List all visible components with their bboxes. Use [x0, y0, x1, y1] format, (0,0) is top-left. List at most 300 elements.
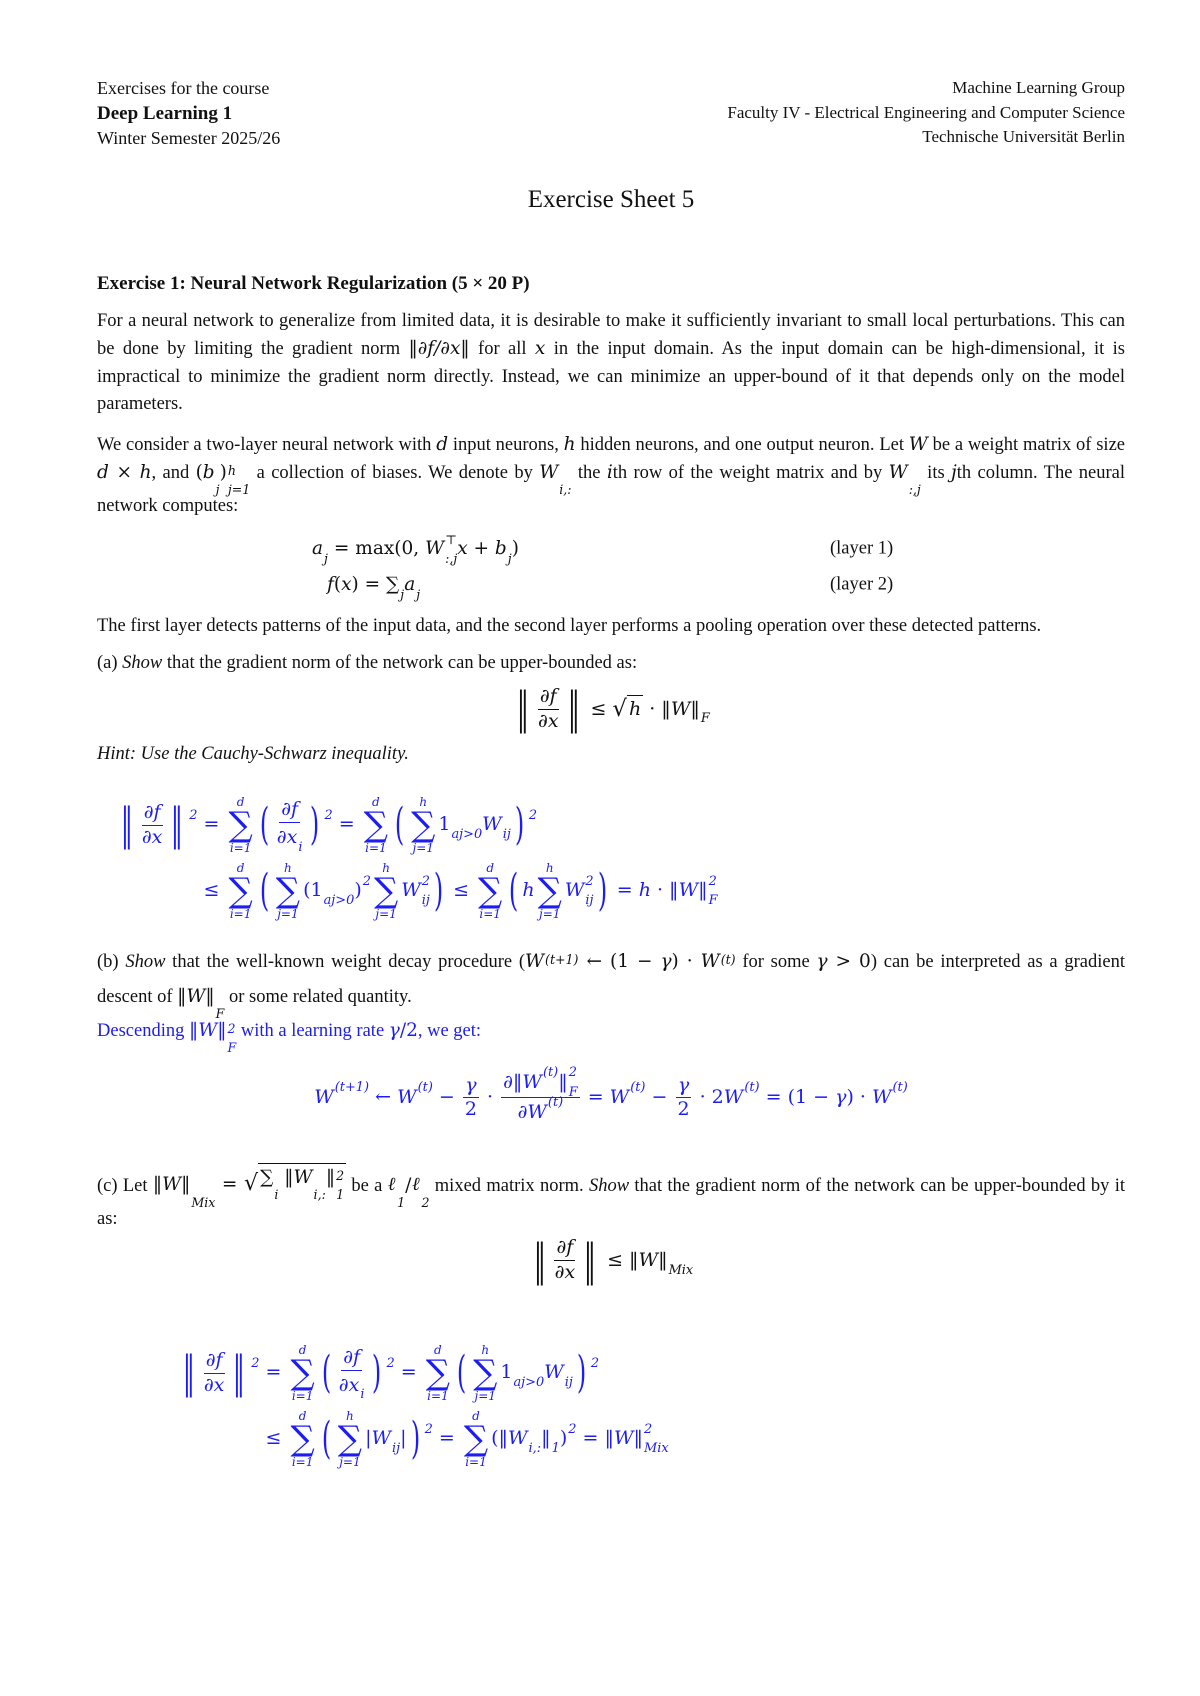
- math-symbol: ∂x: [141, 825, 163, 848]
- emphasis: Show: [588, 1175, 630, 1196]
- math-scripts: [227, 463, 251, 498]
- math-symbol: W: [525, 951, 545, 973]
- text-run: in the input domain. As the input domain can be high-dimensional, it is impractical to minimize the gradient norm directly. Instead, we can minimize an upper-bound of it that depends only on the model parameters.: [97, 339, 1125, 414]
- institution-info: [727, 76, 1125, 150]
- math-group: [551, 1237, 580, 1284]
- sum-lower-limit: j=1: [412, 841, 434, 856]
- math-operator: ←: [369, 1086, 398, 1109]
- math-symbol: W: [293, 1166, 313, 1188]
- inline-math: [525, 951, 736, 972]
- math-group: [327, 571, 421, 602]
- layer-2-tag: (layer 2): [830, 574, 894, 595]
- math-scripted: [276, 824, 303, 855]
- paragraph-text: [97, 1163, 1125, 1234]
- subscript: [392, 1442, 400, 1456]
- text-run: that the gradient norm of the network can be upper-bounded by it as:: [97, 1175, 1125, 1229]
- subscript: [400, 588, 404, 601]
- math-symbol: 2: [386, 1355, 395, 1371]
- math-operator: ∑: [260, 1166, 274, 1188]
- math-symbol: 1: [397, 1194, 406, 1210]
- math-group: [116, 799, 198, 851]
- sum-lower-limit: i=1: [427, 1389, 449, 1404]
- math-scripted: [425, 531, 458, 566]
- math-scripted: [633, 1421, 669, 1457]
- math-symbol: γ: [677, 1073, 690, 1096]
- subscript: [591, 1376, 599, 1390]
- math-operator: ) =: [351, 574, 386, 596]
- math-group: [816, 951, 870, 972]
- superscript: [325, 809, 333, 823]
- inline-math: [436, 434, 448, 455]
- sum-upper-limit: d: [236, 795, 245, 810]
- math-operator: ← (1 −: [578, 951, 661, 973]
- math-operator: |: [365, 1427, 372, 1450]
- norm-bar-right: ‖: [567, 683, 580, 735]
- math-scripts: [502, 812, 511, 843]
- math-operator: =: [432, 1427, 461, 1450]
- math-group: [273, 798, 307, 855]
- math-group: [138, 802, 167, 849]
- math-scripted: [525, 951, 578, 972]
- math-scripted: [491, 1421, 577, 1457]
- solution-a-derivation: [116, 796, 718, 920]
- math-operator: ) ·: [846, 1086, 872, 1109]
- paren-left: (: [259, 799, 269, 851]
- math-scripted: [314, 1080, 370, 1112]
- math-scripted: [371, 1425, 401, 1457]
- superscript: [421, 1176, 429, 1189]
- math-fraction: [337, 1346, 367, 1403]
- text-run: We consider a two-layer neural network with: [97, 434, 437, 455]
- math-parentheses: [453, 1344, 590, 1402]
- math-symbol: aj>0: [323, 893, 355, 909]
- math-symbol: ij: [564, 1375, 573, 1391]
- math-operator: 2: [464, 1098, 477, 1121]
- subscript: [552, 1442, 560, 1456]
- math-symbol: γ: [816, 951, 828, 973]
- text-run: (c) Let: [97, 1175, 153, 1196]
- math-scripted: [723, 1080, 760, 1112]
- math-symbol: b: [494, 538, 507, 560]
- radical-sign: √: [612, 696, 627, 722]
- summation: [276, 862, 300, 920]
- part-b-question: [97, 948, 1125, 1021]
- subscript: [298, 841, 302, 855]
- math-operator: ‖: [690, 697, 700, 720]
- math-scripted: [256, 798, 333, 855]
- summation: [426, 1344, 450, 1402]
- sum-upper-limit: d: [372, 795, 380, 810]
- math-operator: ): [219, 462, 227, 483]
- paragraph-text: [97, 1017, 1125, 1056]
- math-operator: = max(0,: [328, 538, 426, 560]
- math-norm: [178, 1347, 250, 1399]
- sigma-symbol: ∑: [425, 1353, 451, 1394]
- math-group: [389, 1020, 418, 1041]
- math-scripts: [700, 696, 710, 727]
- layer-equations: [97, 531, 1125, 603]
- superscript: [335, 1081, 369, 1095]
- math-parentheses: [318, 1346, 386, 1403]
- math-symbol: (t+1): [545, 952, 579, 968]
- part-c-question: [97, 1163, 1125, 1234]
- layer-1-equation: [97, 531, 1125, 567]
- math-group: [522, 862, 593, 920]
- superscript: [644, 1423, 669, 1437]
- math-operator: ‖: [408, 338, 418, 359]
- math-scripted: [438, 811, 483, 843]
- subscript: [335, 1101, 369, 1115]
- solution-a-line-2: [197, 862, 717, 920]
- math-symbol: 2: [708, 873, 717, 889]
- sigma-symbol: ∑: [373, 871, 399, 912]
- sum-upper-limit: h: [346, 1409, 354, 1424]
- math-scripts: [416, 572, 421, 602]
- fraction-numerator: [142, 802, 163, 826]
- math-symbol: 1: [551, 1441, 560, 1457]
- math-scripts: [528, 1426, 542, 1457]
- pooling-paragraph: [97, 613, 1125, 641]
- math-operator: ‖: [325, 1166, 336, 1188]
- math-symbol: (t): [547, 1095, 564, 1111]
- part-c-formula: [529, 1234, 694, 1286]
- subscript: [529, 1442, 542, 1456]
- math-operator: · ‖: [643, 697, 671, 720]
- math-operator: =: [394, 1361, 423, 1384]
- sum-lower-limit: j=1: [277, 907, 299, 922]
- math-operator: ×: [108, 462, 140, 483]
- math-operator: ‖: [541, 1427, 551, 1450]
- superscript: [909, 464, 921, 477]
- math-scripted: [558, 1065, 578, 1100]
- solution-a-wrapper: [97, 796, 1125, 920]
- math-group: [491, 1425, 568, 1457]
- math-group: [408, 338, 469, 359]
- math-norm: [512, 683, 584, 735]
- math-operator: ‖: [633, 1427, 644, 1450]
- math-symbol: i: [360, 1387, 365, 1403]
- math-group: [312, 531, 519, 566]
- math-symbol: (t): [542, 1065, 559, 1081]
- superscript: [216, 464, 220, 477]
- math-scripted: [116, 799, 198, 851]
- math-scripts: [424, 1421, 433, 1453]
- math-group: [335, 1346, 369, 1403]
- math-symbol: j: [507, 550, 512, 566]
- inline-math: [535, 338, 545, 359]
- sum-lower-limit: i=1: [365, 841, 387, 856]
- text-run: for some: [735, 952, 817, 973]
- superscript: [314, 1169, 326, 1182]
- math-scripts: [313, 1172, 326, 1202]
- superscript: [565, 1357, 573, 1371]
- math-group: [152, 1166, 346, 1210]
- paragraph-text: [97, 650, 1125, 678]
- math-symbol: 2: [585, 873, 594, 889]
- math-operator: 1: [500, 1361, 513, 1384]
- math-scripts: [528, 807, 538, 839]
- math-operator: ‖: [205, 985, 215, 1007]
- fraction-denominator: [536, 710, 561, 733]
- math-operator: = ‖: [576, 1427, 614, 1450]
- math-scripts: [362, 873, 371, 905]
- text-run: hidden neurons, and one output neuron. Let: [575, 434, 909, 455]
- math-symbol: W: [198, 1019, 218, 1041]
- subscript: [360, 1388, 364, 1402]
- math-scripted: [541, 1425, 560, 1457]
- subscript: [363, 894, 371, 908]
- math-operator: ∑: [386, 574, 400, 596]
- math-group: [335, 1410, 407, 1468]
- math-symbol: (t): [630, 1080, 646, 1096]
- summation: [464, 1410, 488, 1468]
- solution-b-text: [97, 1017, 1125, 1056]
- superscript: [227, 1022, 236, 1035]
- math-symbol: Mix: [644, 1441, 669, 1457]
- math-symbol: :,j: [908, 482, 921, 498]
- math-operator: =: [197, 813, 226, 836]
- math-fraction: [675, 1075, 691, 1122]
- math-symbol: 2: [362, 873, 371, 889]
- math-symbol: W: [162, 1174, 182, 1196]
- math-symbol: x: [341, 574, 352, 596]
- superscript: [529, 809, 537, 823]
- norm-bar-right: ‖: [171, 799, 184, 851]
- sum-upper-limit: h: [545, 861, 554, 876]
- math-operator: ‖: [152, 1174, 163, 1196]
- math-symbol: j: [324, 550, 328, 566]
- math-symbol: 2: [421, 1194, 430, 1210]
- solution-c-derivation: [178, 1344, 669, 1468]
- math-symbol: 2: [227, 1020, 236, 1036]
- superscript: [397, 1176, 405, 1189]
- math-symbol: F: [227, 1040, 237, 1056]
- math-operator: · ‖: [650, 879, 679, 902]
- math-symbol: j: [951, 462, 957, 483]
- math-scripted: [318, 1346, 395, 1403]
- faculty-name: Faculty IV - Electrical Engineering and Computer Science: [727, 102, 1125, 122]
- math-parentheses: [505, 862, 610, 920]
- text-run: the: [571, 463, 607, 483]
- math-scripts: [564, 1360, 573, 1391]
- network-description: [97, 431, 1125, 521]
- math-scripts: [668, 1247, 694, 1278]
- exercise-body: [97, 270, 1125, 1468]
- math-symbol: γ: [388, 1019, 400, 1041]
- math-symbol: aj>0: [451, 827, 483, 843]
- math-symbol: ⊤: [445, 531, 457, 547]
- paren-right: ): [310, 799, 320, 851]
- text-run: , and: [151, 463, 196, 483]
- math-symbol: W: [314, 1086, 334, 1109]
- math-symbol: γ: [660, 951, 672, 973]
- subscript: [228, 483, 250, 496]
- math-scripted: [318, 1410, 433, 1468]
- text-run: a collection of biases. We denote by: [250, 463, 540, 483]
- math-scripted: [500, 1359, 545, 1391]
- inline-math: [152, 1166, 346, 1210]
- subscript: [227, 1041, 236, 1054]
- math-symbol: h: [628, 698, 642, 720]
- summation: [338, 1410, 362, 1468]
- subscript: [422, 894, 430, 908]
- subscript: [701, 712, 710, 726]
- math-symbol: 2: [336, 1167, 345, 1183]
- subscript: [669, 1264, 694, 1278]
- math-symbol: W: [371, 1427, 391, 1450]
- math-symbol: ℓ: [387, 1174, 397, 1196]
- superscript: [251, 1357, 259, 1371]
- intro-paragraph: [97, 308, 1125, 419]
- math-scripted: [564, 873, 594, 909]
- math-symbol: (t): [892, 1080, 908, 1096]
- sum-lower-limit: i=1: [229, 907, 252, 922]
- subscript: [425, 1442, 433, 1456]
- sigma-symbol: ∑: [290, 1353, 315, 1394]
- math-operator: =: [215, 1174, 244, 1196]
- math-parentheses: [256, 862, 447, 920]
- math-symbol: f: [327, 574, 334, 596]
- solution-a-lhs: [116, 799, 198, 851]
- superscript: [400, 569, 404, 582]
- paren-right: ): [514, 799, 525, 851]
- math-group: [260, 1166, 345, 1202]
- layer-1-formula: [312, 531, 519, 566]
- superscript: [559, 464, 571, 477]
- superscript: [513, 1357, 544, 1371]
- subscript: [529, 828, 537, 842]
- math-scripts: [417, 1080, 433, 1111]
- subscript: [387, 1376, 395, 1390]
- math-scripted: [888, 462, 921, 498]
- math-operator: ‖: [658, 1248, 668, 1271]
- math-scripts: [720, 952, 736, 982]
- solution-b-equation: [97, 1065, 1125, 1126]
- math-group: [178, 1347, 260, 1399]
- math-symbol: (t): [744, 1080, 760, 1096]
- math-group: [387, 1174, 430, 1210]
- math-scripts: [585, 873, 594, 909]
- math-symbol: ∂f: [539, 684, 557, 707]
- math-group: [408, 796, 511, 854]
- sigma-symbol: ∑: [228, 805, 253, 846]
- math-operator: = (1 −: [759, 1086, 836, 1109]
- math-symbol: ij: [585, 893, 594, 909]
- math-symbol: W: [908, 433, 928, 455]
- math-scripted: [387, 1174, 406, 1210]
- subscript: [416, 588, 420, 601]
- math-scripted: [701, 951, 736, 972]
- math-symbol: i: [298, 839, 303, 855]
- math-symbol: Mix: [668, 1262, 694, 1278]
- math-scripts: [892, 1080, 908, 1111]
- math-scripts: [559, 467, 572, 498]
- math-symbol: i,:: [559, 482, 572, 498]
- sum-upper-limit: d: [236, 861, 245, 876]
- text-run: The first layer detects patterns of the input data, and the second layer performs a pooling operation over these detected patterns.: [97, 615, 1042, 636]
- math-symbol: i,:: [528, 1441, 542, 1457]
- math-operator: =: [581, 1086, 610, 1109]
- math-operator: +: [467, 538, 495, 560]
- sum-lower-limit: i=1: [229, 841, 252, 856]
- superscript: [569, 1066, 578, 1080]
- text-run: Descending: [97, 1020, 189, 1041]
- summation: [290, 1410, 314, 1468]
- math-symbol: h: [563, 433, 576, 455]
- math-scripted: [401, 873, 430, 909]
- math-symbol: ∂x: [554, 1261, 576, 1284]
- math-symbol: W: [871, 1086, 892, 1109]
- paren-left: (: [321, 1347, 331, 1399]
- text-run: its: [920, 463, 952, 483]
- math-symbol: W: [700, 951, 720, 973]
- math-symbol: W: [401, 879, 421, 902]
- math-scripted: [303, 873, 371, 909]
- superscript: [701, 693, 710, 707]
- norm-bar-left: ‖: [517, 683, 530, 735]
- math-symbol: 2: [590, 1355, 600, 1371]
- summation: [538, 862, 562, 920]
- superscript: [425, 1423, 433, 1437]
- subscript: [721, 972, 736, 985]
- exercise-sheet-page: [97, 0, 1125, 1696]
- math-scripted: [482, 811, 511, 843]
- inline-math: [564, 434, 576, 455]
- math-symbol: γ: [465, 1073, 477, 1096]
- math-operator: (: [195, 462, 203, 483]
- math-scripts: [547, 1095, 564, 1126]
- fraction-denominator: [675, 1098, 691, 1121]
- math-operator: −: [432, 1086, 461, 1109]
- math-operator: (‖: [491, 1427, 509, 1450]
- math-operator: 1: [310, 879, 323, 902]
- fraction-numerator: [554, 1237, 575, 1261]
- solution-c-lhs: [178, 1347, 260, 1399]
- subscript: [644, 1442, 669, 1456]
- math-scripted: [539, 462, 572, 498]
- part-a-formula: [512, 683, 710, 735]
- math-symbol: 2: [568, 1421, 577, 1437]
- subscript: [503, 828, 511, 842]
- math-group: [517, 1095, 564, 1126]
- subscript: [569, 1086, 578, 1100]
- math-symbol: x: [457, 538, 468, 560]
- math-symbol: W: [522, 1070, 542, 1093]
- group-name: Machine Learning Group: [952, 78, 1125, 97]
- math-symbol: W: [397, 1086, 417, 1109]
- math-symbol: ij: [421, 893, 430, 909]
- subscript: [216, 483, 220, 496]
- subscript: [397, 1196, 405, 1209]
- math-operator: ): [511, 538, 519, 560]
- sum-upper-limit: d: [486, 861, 495, 876]
- subscript: [191, 1196, 215, 1209]
- superscript: [363, 875, 371, 889]
- summation: [364, 796, 388, 854]
- math-scripted: [195, 462, 251, 498]
- math-symbol: ∂f/∂x: [417, 338, 461, 359]
- sum-upper-limit: d: [434, 1343, 442, 1358]
- math-scripted: [690, 696, 710, 727]
- math-scripted: [217, 1019, 237, 1056]
- math-fraction: [140, 802, 165, 849]
- superscript: [548, 1096, 563, 1110]
- math-symbol: j: [416, 586, 421, 602]
- math-symbol: W: [425, 538, 445, 560]
- paren-left: (: [321, 1413, 331, 1465]
- math-symbol: W: [638, 1248, 659, 1271]
- part-c-bound: [97, 1234, 1125, 1286]
